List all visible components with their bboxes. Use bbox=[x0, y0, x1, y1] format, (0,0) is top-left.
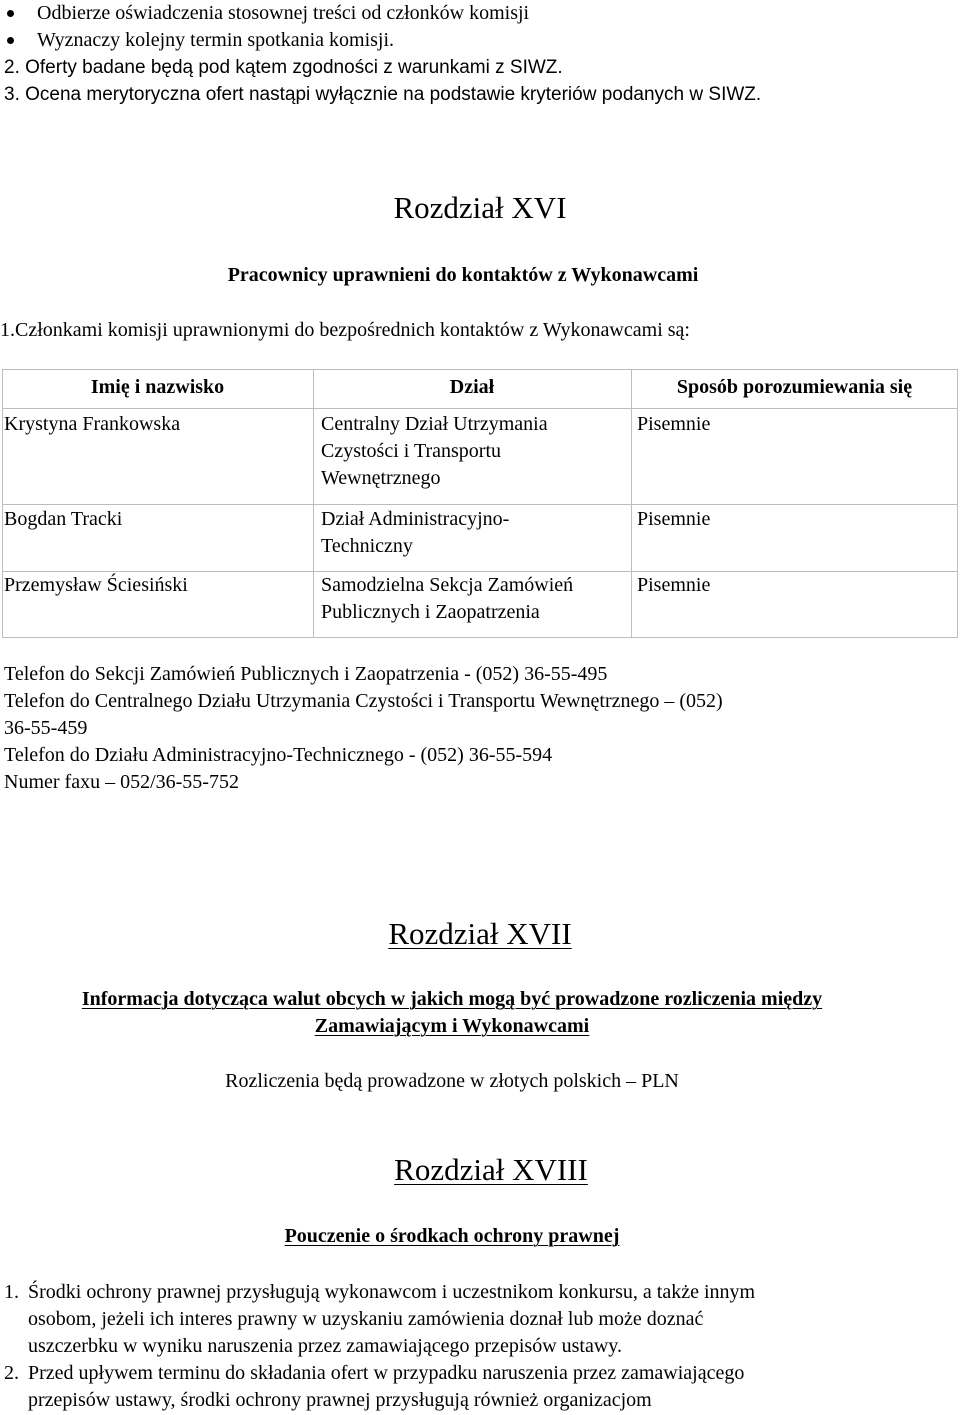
list-item: 2. Oferty badane będą pod kątem zgodności z warunkami z SIWZ. bbox=[4, 57, 563, 78]
table-cell-dept: Wewnętrznego bbox=[321, 467, 441, 489]
fax-line: Numer faxu – 052/36-55-752 bbox=[4, 771, 239, 793]
table-cell-dept: Techniczny bbox=[321, 535, 413, 557]
chapter-title: Rozdział XVI bbox=[393, 190, 567, 225]
chapter-title: Rozdział XVII bbox=[388, 916, 572, 951]
table-divider bbox=[2, 504, 958, 505]
table-header: Dział bbox=[449, 376, 495, 398]
bullet-icon bbox=[7, 37, 14, 44]
chapter-subtitle: Informacja dotycząca walut obcych w jakich mogą być prowadzone rozliczenia między bbox=[81, 988, 823, 1010]
table-cell-name: Bogdan Tracki bbox=[4, 508, 123, 530]
chapter-subtitle: Pouczenie o środkach ochrony prawnej bbox=[284, 1225, 620, 1247]
table-cell-dept: Czystości i Transportu bbox=[321, 440, 502, 462]
chapter-subtitle: Zamawiającym i Wykonawcami bbox=[314, 1015, 590, 1037]
list-number: 2. bbox=[4, 1362, 19, 1384]
list-item-text: osobom, jeżeli ich interes prawny w uzyskaniu zamówienia doznał lub może doznać bbox=[28, 1308, 704, 1330]
table-cell-dept: Centralny Dział Utrzymania bbox=[321, 413, 548, 435]
list-item-text: przepisów ustawy, środki ochrony prawnej przysługują również organizacjom bbox=[28, 1389, 652, 1411]
table-cell-name: Krystyna Frankowska bbox=[4, 413, 181, 435]
table-cell-name: Przemysław Ściesiński bbox=[4, 574, 188, 596]
table-cell-contact: Pisemnie bbox=[637, 508, 711, 530]
currency-statement: Rozliczenia będą prowadzone w złotych polskich – PLN bbox=[225, 1070, 679, 1092]
table-cell-dept: Samodzielna Sekcja Zamówień bbox=[321, 574, 574, 596]
table-header: Imię i nazwisko bbox=[90, 376, 225, 398]
list-item: Odbierze oświadczenia stosownej treści od członków komisji bbox=[37, 2, 530, 24]
list-item-text: uszczerbku w wyniku naruszenia przez zamawiającego przepisów ustawy. bbox=[28, 1335, 623, 1357]
table-cell-contact: Pisemnie bbox=[637, 574, 711, 596]
table-divider bbox=[313, 369, 314, 638]
list-item: Wyznaczy kolejny termin spotkania komisji. bbox=[37, 29, 395, 51]
table-cell-dept: Publicznych i Zaopatrzenia bbox=[321, 601, 540, 623]
chapter-title: Rozdział XVIII bbox=[394, 1152, 588, 1187]
phone-line: 36-55-459 bbox=[4, 717, 88, 739]
table-cell-contact: Pisemnie bbox=[637, 413, 711, 435]
table-divider bbox=[2, 408, 958, 409]
intro-paragraph: 1.Członkami komisji uprawnionymi do bezpośrednich kontaktów z Wykonawcami są: bbox=[0, 319, 690, 341]
table-header: Sposób porozumiewania się bbox=[676, 376, 913, 398]
list-item: 3. Ocena merytoryczna ofert nastąpi wyłącznie na podstawie kryteriów podanych w SIWZ. bbox=[4, 84, 762, 105]
table-divider bbox=[631, 369, 632, 638]
phone-line: Telefon do Działu Administracyjno-Technicznego - (052) 36-55-594 bbox=[4, 744, 553, 766]
list-item-text: Środki ochrony prawnej przysługują wykonawcom i uczestnikom konkursu, a także innym bbox=[28, 1281, 756, 1303]
phone-line: Telefon do Sekcji Zamówień Publicznych i Zaopatrzenia - (052) 36-55-495 bbox=[4, 663, 608, 685]
list-item-text: Przed upływem terminu do składania ofert w przypadku naruszenia przez zamawiającego bbox=[28, 1362, 745, 1384]
list-number: 1. bbox=[4, 1281, 19, 1303]
chapter-subtitle: Pracownicy uprawnieni do kontaktów z Wykonawcami bbox=[227, 264, 699, 286]
phone-line: Telefon do Centralnego Działu Utrzymania Czystości i Transportu Wewnętrznego – (052) bbox=[4, 690, 723, 712]
bullet-icon bbox=[7, 10, 14, 17]
table-cell-dept: Dział Administracyjno- bbox=[321, 508, 510, 530]
